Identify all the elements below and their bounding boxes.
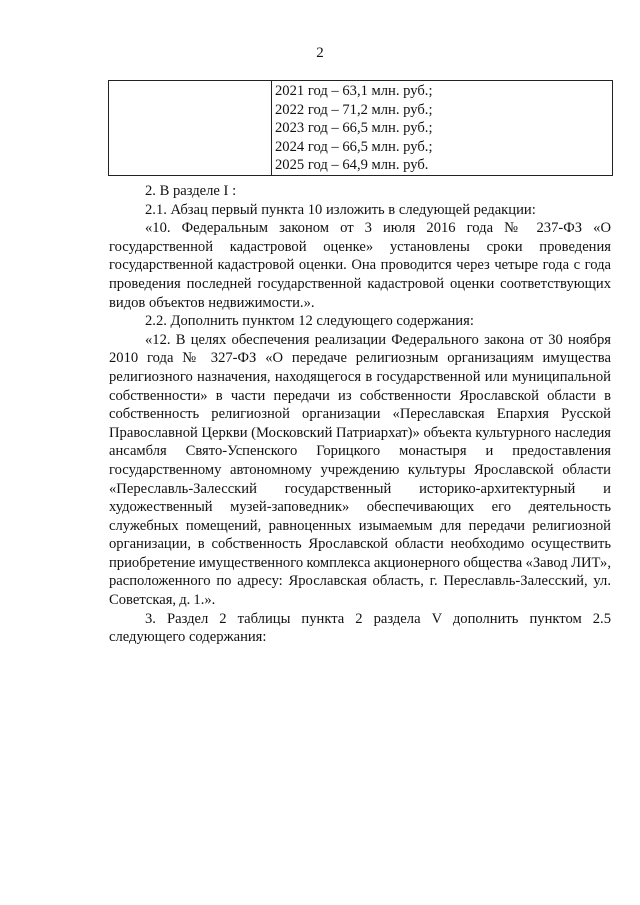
page-number: 2: [316, 45, 324, 61]
table-row: [109, 81, 613, 176]
paragraph-2-2: 2.2. Дополнить пунктом 12 следующего содержания:: [145, 313, 474, 330]
table-cell-empty: [109, 81, 272, 176]
budget-line-2024: 2024 год – 66,5 млн. руб.;: [275, 138, 433, 155]
budget-table: [108, 80, 613, 176]
paragraph-2-1: 2.1. Абзац первый пункта 10 изложить в следующей редакции:: [145, 201, 536, 218]
paragraph-3: 3. Раздел 2 таблицы пункта 2 раздела V дополнить пунктом 2.5 следующего содержания:: [109, 610, 611, 646]
document-body: [109, 182, 611, 647]
paragraph-section-1: 2. В разделе I :: [145, 183, 237, 199]
budget-line-2023: 2023 год – 66,5 млн. руб.;: [275, 120, 433, 137]
budget-line-2022: 2022 год – 71,2 млн. руб.;: [275, 101, 433, 118]
paragraph-item-12: «12. В целях обеспечения реализации Федерального закона от 30 ноября 2010 года № 327-ФЗ «О передаче религиозным организациям имущества религиозного назначения, находящегося в государственной или муниципальной собственности» в части передачи из собственности Ярославской области в собственность религиозной организации «Переславская Епархия Русской Православной Церкви (Московский Патриархат)» объекта культурного наследия ансамбля Свято-Успенского Горицкого монастыря и предоставления государственному автономному учреждению культуры Ярославской области «Переславль-Залесский государственный историко-архитектурный и художественный музей-заповедник» обеспечивающих его деятельность служебных помещений, равноценных изымаемым для передачи религиозной организации, в собственность Ярославской области необходимо осуществить приобретение имущественного комплекса акционерного общества «Завод ЛИТ», расположенного по адресу: Ярославская область, г. Переславль-Залесский, ул. Советская, д. 1.».: [109, 331, 611, 609]
paragraph-item-10: «10. Федеральным законом от 3 июля 2016 года № 237-ФЗ «О государственной кадастровой оценке» установлены сроки проведения государственной кадастровой оценки. Она проводится через четыре года с года проведения последней государственной кадастровой оценки соответствующих видов объектов недвижимости.».: [109, 220, 611, 311]
budget-line-2021: 2021 год – 63,1 млн. руб.;: [275, 83, 433, 99]
budget-line-2025: 2025 год – 64,9 млн. руб.: [275, 157, 429, 174]
table-cell-values: [272, 81, 613, 176]
